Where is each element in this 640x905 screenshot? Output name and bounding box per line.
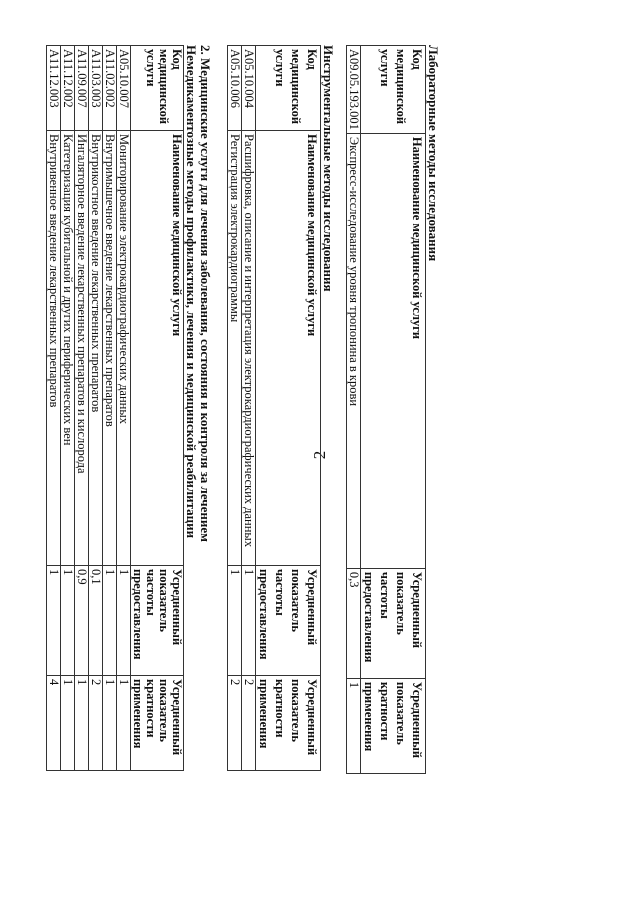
cell-code: A11.09.007 [75, 46, 89, 131]
col-freq-header: Усредненный показатель частоты предоставления [361, 568, 426, 678]
cell-freq: 1 [103, 566, 117, 676]
cell-freq: 0,1 [89, 566, 103, 676]
table-row [75, 46, 89, 771]
cell-code: A05.10.006 [228, 46, 242, 131]
cell-freq: 0,9 [75, 566, 89, 676]
cell-mult: 2 [242, 676, 256, 771]
col-code-header: Код медицинской услуги [131, 46, 184, 131]
cell-name: Расшифровка, описание и интерпретация электрокардиографических данных [242, 131, 256, 566]
section2-table [46, 45, 184, 771]
cell-mult: 1 [61, 676, 75, 771]
cell-code: A11.12.003 [47, 46, 61, 131]
section2-header-row [131, 46, 184, 771]
cell-freq: 1 [228, 566, 242, 676]
col-freq-header: Усредненный показатель частоты предоставления [256, 566, 321, 676]
col-mult-header: Усредненный показатель кратности применения [361, 678, 426, 773]
cell-mult: 1 [347, 678, 361, 773]
instr-table [227, 45, 321, 771]
cell-freq: 1 [117, 566, 131, 676]
cell-freq: 0,3 [347, 568, 361, 678]
table-row [117, 46, 131, 771]
table-row [242, 46, 256, 771]
cell-freq: 1 [47, 566, 61, 676]
page-number: 2 [310, 450, 329, 460]
cell-name: Мониторирование электрокардиографических данных [117, 131, 131, 566]
lab-table [346, 45, 426, 774]
cell-name: Экспресс-исследование уровня тропонина в крови [347, 133, 361, 568]
col-name-header: Наименование медицинской услуги [131, 131, 184, 566]
cell-code: A05.10.007 [117, 46, 131, 131]
instr-header-row [256, 46, 321, 771]
table-row [89, 46, 103, 771]
col-freq-header: Усредненный показатель частоты предоставления [131, 566, 184, 676]
cell-code: A05.10.004 [242, 46, 256, 131]
table-row [103, 46, 117, 771]
cell-code: A09.05.193.001 [347, 46, 361, 134]
cell-mult: 2 [89, 676, 103, 771]
lab-title: Лабораторные методы исследования [426, 45, 441, 262]
col-code-header: Код медицинской услуги [361, 46, 426, 134]
cell-mult: 2 [228, 676, 242, 771]
cell-mult: 1 [103, 676, 117, 771]
table-row [47, 46, 61, 771]
section2-block [46, 45, 212, 771]
instr-block [227, 45, 335, 771]
cell-freq: 1 [242, 566, 256, 676]
cell-name: Внутривенное введение лекарственных препаратов [47, 131, 61, 566]
cell-mult: 4 [47, 676, 61, 771]
col-name-header: Наименование медицинской услуги [361, 133, 426, 568]
cell-name: Внутрикостное введение лекарственных препаратов [89, 131, 103, 566]
col-mult-header: Усредненный показатель кратности применения [256, 676, 321, 771]
lab-header-row [361, 46, 426, 774]
cell-name: Регистрация электрокардиограммы [228, 131, 242, 566]
table-row [61, 46, 75, 771]
instr-title: Инструментальные методы исследования [321, 45, 336, 292]
section2-subtitle: Немедикаментозные методы профилактики, лечения и медицинской реабилитации [184, 45, 199, 539]
col-code-header: Код медицинской услуги [256, 46, 321, 131]
table-row [228, 46, 242, 771]
cell-name: Ингаляторное введение лекарственных препаратов и кислорода [75, 131, 89, 566]
col-name-header: Наименование медицинской услуги [256, 131, 321, 566]
cell-mult: 1 [75, 676, 89, 771]
cell-freq: 1 [61, 566, 75, 676]
col-mult-header: Усредненный показатель кратности применения [131, 676, 184, 771]
table-row [347, 46, 361, 774]
cell-name: Внутримышечное введение лекарственных препаратов [103, 131, 117, 566]
lab-block [346, 45, 440, 774]
rotated-page [47, 45, 441, 825]
cell-code: A11.02.002 [103, 46, 117, 131]
cell-mult: 1 [117, 676, 131, 771]
cell-code: A11.03.003 [89, 46, 103, 131]
section2-title: 2. Медицинские услуги для лечения заболевания, состояния и контроля за лечением [198, 45, 213, 543]
cell-name: Катетеризация кубитальной и других периферических вен [61, 131, 75, 566]
cell-code: A11.12.002 [61, 46, 75, 131]
